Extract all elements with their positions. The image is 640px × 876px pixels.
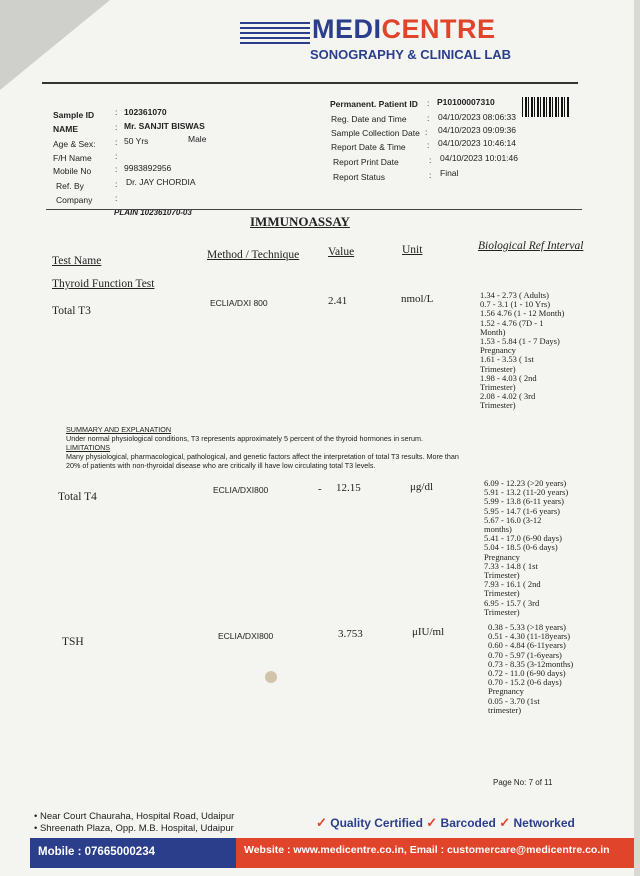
sep: : <box>115 193 118 203</box>
ref-line: 1.61 - 3.53 ( 1st <box>480 354 534 365</box>
reg-datetime: 04/10/2023 08:06:33 <box>438 112 516 122</box>
unit-t4: μg/dl <box>410 481 434 493</box>
folded-corner <box>0 0 110 90</box>
sep: : <box>427 98 430 108</box>
ref-line: 6.95 - 15.7 ( 3rd <box>484 597 540 608</box>
ref-line: 7.93 - 16.1 ( 2nd <box>484 579 541 590</box>
ref-line: 5.91 - 13.2 (11-20 years) <box>484 487 569 498</box>
ref-line: Pregnancy <box>484 551 520 562</box>
sep: : <box>427 113 430 123</box>
age-sex-label: Age & Sex: <box>53 139 96 149</box>
sep: : <box>115 107 118 117</box>
barcoded: Barcoded <box>440 816 496 830</box>
ref-range-t3 <box>480 291 580 411</box>
quality-certified: Quality Certified <box>330 816 423 830</box>
name-label: NAME <box>53 124 79 134</box>
check-icon: ✓ <box>499 815 511 830</box>
ref-line: 0.38 - 5.33 (>18 years) <box>488 622 566 632</box>
reg-label: Reg. Date and Time <box>331 114 407 124</box>
sep: : <box>115 151 118 161</box>
ref-line: 1.53 - 5.84 (1 - 7 Days) <box>480 336 560 347</box>
quality-badges <box>316 815 575 831</box>
ref-doctor: Dr. JAY CHORDIA <box>126 177 196 187</box>
company-label: Company <box>56 195 93 205</box>
ref-line: months) <box>484 524 512 535</box>
contact-bar <box>236 838 634 868</box>
dash-t4: - <box>318 483 322 495</box>
brand-logo <box>312 14 496 45</box>
brand-tagline: SONOGRAPHY & CLINICAL LAB <box>310 47 512 62</box>
unit-t3: nmol/L <box>401 293 434 305</box>
ref-line: Trimester) <box>484 606 520 617</box>
mobile-bar <box>30 838 236 868</box>
perm-id: P10100007310 <box>437 97 495 107</box>
ref-line: Trimester) <box>484 588 520 599</box>
coll-label: Sample Collection Date <box>331 128 420 138</box>
ref-line: 0.73 - 8.35 (3-12months) <box>488 658 574 669</box>
paper-stain <box>265 671 277 683</box>
value-t3: 2.41 <box>328 295 348 307</box>
ref-line: 1.56 4.76 (1 - 12 Month) <box>480 308 565 319</box>
age: 50 Yrs <box>124 136 149 146</box>
ref-line: 1.98 - 4.03 ( 2nd <box>480 372 537 383</box>
print-datetime: 04/10/2023 10:01:46 <box>440 153 518 163</box>
ref-line: 0.7 - 3.1 (1 - 10 Yrs) <box>480 299 551 310</box>
sep: : <box>429 155 432 165</box>
sep: : <box>115 137 118 147</box>
ref-line: Trimester) <box>480 400 516 411</box>
footer-mobile: Mobile : 07665000234 <box>38 846 155 858</box>
report-datetime: 04/10/2023 10:46:14 <box>438 138 516 148</box>
page-number: Page No: 7 of 11 <box>493 778 553 787</box>
group-title: Thyroid Function Test <box>52 278 155 290</box>
fh-label: F/H Name <box>53 153 92 163</box>
ref-line: Trimester) <box>480 363 516 374</box>
brand-part-2: CENTRE <box>381 14 496 44</box>
method-t3: ECLIA/DXI 800 <box>210 298 268 308</box>
address-line: • Near Court Chauraha, Hospital Road, Udaipur <box>34 811 235 822</box>
address-line: • Shreenath Plaza, Opp. M.B. Hospital, Udaipur <box>34 823 234 834</box>
summary-title: SUMMARY AND EXPLANATION <box>66 425 172 434</box>
header-method: Method / Technique <box>207 249 300 261</box>
sample-id: 102361070 <box>124 107 167 117</box>
section-title: IMMUNOASSAY <box>250 214 350 229</box>
footer-website[interactable]: Website : www.medicentre.co.in, Email : customercare@medicentre.co.in <box>244 844 610 856</box>
check-icon: ✓ <box>426 815 438 830</box>
test-name-t3: Total T3 <box>52 305 91 317</box>
ref-range-t4 <box>484 479 584 617</box>
ref-line: 1.34 - 2.73 ( Adults) <box>480 290 549 300</box>
ref-line: 0.70 - 15.2 (0-6 days) <box>488 677 562 688</box>
ref-line: 2.08 - 4.02 ( 3rd <box>480 391 536 402</box>
ref-line: Pregnancy <box>488 686 524 697</box>
ref-line: Month) <box>480 326 506 337</box>
ref-line: 5.99 - 13.8 (6-11 years) <box>484 496 564 507</box>
ref-line: Trimester) <box>484 570 520 581</box>
limitations-title: LIMITATIONS <box>66 443 111 452</box>
details-divider <box>46 209 582 210</box>
report-status: Final <box>440 168 459 178</box>
mobile: 9983892956 <box>124 163 172 173</box>
networked: Networked <box>513 816 575 830</box>
header-test-name: Test Name <box>52 255 102 267</box>
footer-address <box>34 811 234 835</box>
coll-datetime: 04/10/2023 09:09:36 <box>438 125 516 135</box>
value-t4: 12.15 <box>336 482 361 494</box>
perm-id-label: Permanent. Patient ID <box>330 99 418 109</box>
ref-line: 6.09 - 12.23 (>20 years) <box>484 478 567 488</box>
summary-notes <box>66 425 459 470</box>
print-label: Report Print Date <box>333 157 399 167</box>
test-name-t4: Total T4 <box>58 491 97 503</box>
logo-stripes <box>240 22 310 44</box>
ref-line: 0.51 - 4.30 (11-18years) <box>488 631 571 642</box>
sep: : <box>429 170 432 180</box>
plain-code: PLAIN 102361070-03 <box>114 208 192 217</box>
ref-line: 0.60 - 4.84 (6-11years) <box>488 640 566 651</box>
ref-line: trimester) <box>488 704 522 715</box>
header-unit: Unit <box>402 244 423 256</box>
ref-line: 1.52 - 4.76 (7D - 1 <box>480 317 544 328</box>
header-divider <box>42 82 578 84</box>
sep: : <box>115 122 118 132</box>
summary-text: Under normal physiological conditions, T3 represents approximately 5 percent of the thyroid hormones in serum. <box>66 434 424 443</box>
test-name-tsh: TSH <box>62 636 84 648</box>
ref-line: 5.04 - 18.5 (0-6 days) <box>484 542 558 553</box>
report-date-label: Report Date & Time <box>331 142 406 152</box>
method-tsh: ECLIA/DXI800 <box>218 631 274 641</box>
barcode <box>522 97 570 117</box>
value-tsh: 3.753 <box>338 628 363 640</box>
limitations-line: Many physiological, pharmacological, pathological, and genetic factors affect the interpretation of total T3 results. More than <box>66 452 459 461</box>
status-label: Report Status <box>333 172 385 182</box>
limitations-line: 20% of patients with non-thyroidal disease who are critically ill have low circulating total T3 levels. <box>66 461 376 470</box>
ref-range-tsh <box>488 623 588 715</box>
ref-line: Pregnancy <box>480 345 516 356</box>
ref-line: 5.95 - 14.7 (1-6 years) <box>484 505 561 516</box>
ref-line: 5.41 - 17.0 (6-90 days) <box>484 533 562 544</box>
sep: : <box>115 179 118 189</box>
sex: Male <box>188 134 207 144</box>
ref-line: Trimester) <box>480 382 516 393</box>
brand-part-1: MEDI <box>312 14 382 44</box>
header-value: Value <box>328 246 355 258</box>
ref-label: Ref. By <box>56 181 84 191</box>
sep: : <box>427 140 430 150</box>
method-t4: ECLIA/DXI800 <box>213 485 269 495</box>
header-ref-interval: Biological Ref Interval <box>478 240 584 252</box>
sep: : <box>115 164 118 174</box>
sep: : <box>425 127 428 137</box>
ref-line: 7.33 - 14.8 ( 1st <box>484 560 538 571</box>
patient-name: Mr. SANJIT BISWAS <box>124 121 205 131</box>
ref-line: 0.70 - 5.97 (1-6years) <box>488 649 562 660</box>
ref-line: 0.72 - 11.0 (6-90 days) <box>488 668 566 679</box>
sample-id-label: Sample ID <box>53 110 95 120</box>
ref-line: 5.67 - 16.0 (3-12 <box>484 514 542 525</box>
unit-tsh: μIU/ml <box>412 626 445 638</box>
ref-line: 0.05 - 3.70 (1st <box>488 695 540 706</box>
check-icon: ✓ <box>316 815 327 830</box>
mobile-label: Mobile No <box>53 166 92 176</box>
